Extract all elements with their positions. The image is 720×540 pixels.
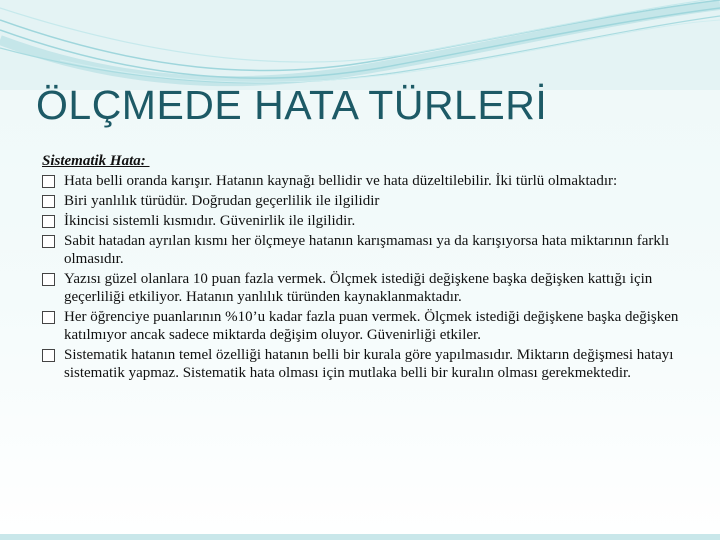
section-heading: Sistematik Hata: <box>42 153 150 169</box>
missing-glyph-box-icon <box>42 215 55 228</box>
missing-glyph-box-icon <box>42 195 55 208</box>
missing-glyph-box-icon <box>42 349 55 362</box>
bullet-item <box>42 308 692 344</box>
page-title: ÖLÇMEDE HATA TÜRLERİ <box>36 82 548 128</box>
bullet-item <box>42 232 692 268</box>
wave-decoration <box>0 0 720 90</box>
bullet-item <box>42 172 692 190</box>
bullet-text: Biri yanlılık türüdür. Doğrudan geçerlilik ile ilgilidir <box>64 193 380 209</box>
missing-glyph-box-icon <box>42 175 55 188</box>
missing-glyph-box-icon <box>42 311 55 324</box>
bullet-item <box>42 192 692 210</box>
content-body <box>42 152 692 382</box>
bottom-bar <box>0 534 720 540</box>
missing-glyph-box-icon <box>42 273 55 286</box>
bullet-item <box>42 270 692 306</box>
bullet-text: Yazısı güzel olanlara 10 puan fazla vermek. Ölçmek istediği değişkene başka değişken kattığı için geçerliliği etkiliyor. Hatanın yanlılık türünden kaynaklanmaktadır. <box>64 271 653 305</box>
bullet-text: İkincisi sistemli kısmıdır. Güvenirlik ile ilgilidir. <box>64 213 356 229</box>
bullet-text: Sistematik hatanın temel özelliği hatanın belli bir kurala göre yapılmasıdır. Miktarın değişmesi hatayı sistematik yapmaz. Sistematik hata olması için mutlaka belli bir kuralın olması gerekmektedir. <box>64 347 674 381</box>
bullet-item <box>42 212 692 230</box>
bullet-text: Her öğrenciye puanlarının %10’u kadar fazla puan vermek. Ölçmek istediği değişkene başka değişken katılmıyor ancak sadece miktarda değişim oluyor. Güvenirliği etkiler. <box>64 309 679 343</box>
bullet-item <box>42 346 692 382</box>
missing-glyph-box-icon <box>42 235 55 248</box>
bullet-text: Sabit hatadan ayrılan kısmı her ölçmeye hatanın karışmaması ya da karışıyorsa hata miktarının farklı olmasıdır. <box>64 233 670 267</box>
bullet-text: Hata belli oranda karışır. Hatanın kaynağı bellidir ve hata düzeltilebilir. İki türlü olmaktadır: <box>64 173 618 189</box>
